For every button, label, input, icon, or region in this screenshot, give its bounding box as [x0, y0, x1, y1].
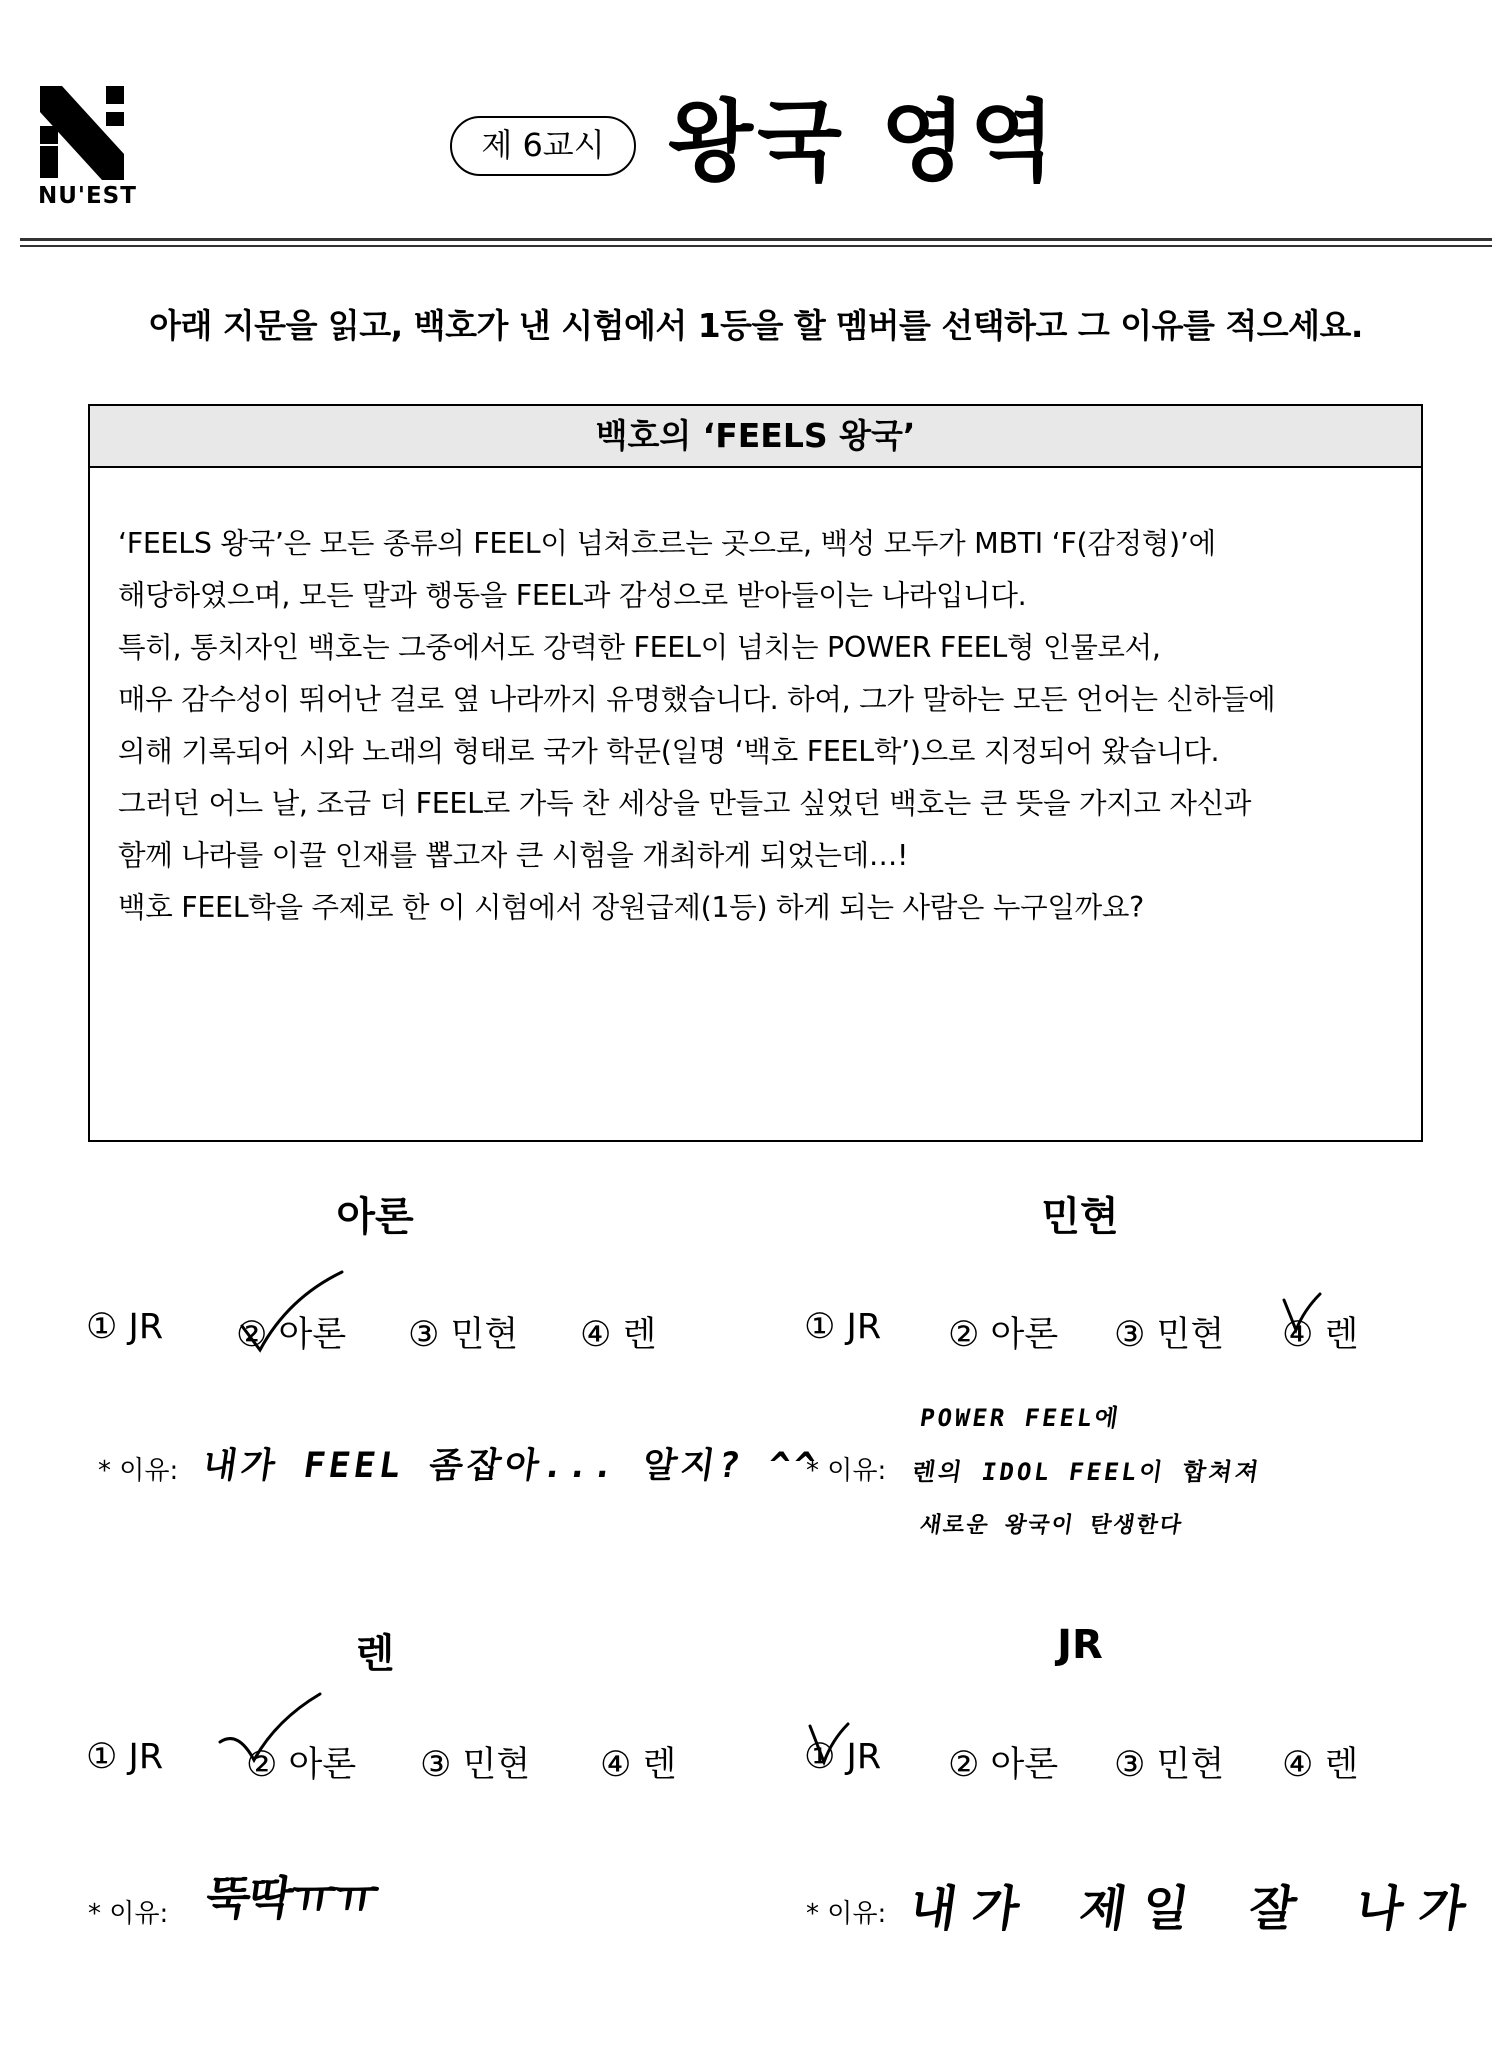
- passage-line: 백호 FEEL학을 주제로 한 이 시험에서 장원급제(1등) 하게 되는 사람은 누구일까요?: [118, 891, 1144, 924]
- choice-1[interactable]: ① JR: [804, 1737, 882, 1777]
- passage-line: 그러던 어느 날, 조금 더 FEEL로 가득 찬 세상을 만들고 싶었던 백호는 큰 뜻을 가지고 자신과: [118, 787, 1252, 820]
- member-name-ren: 렌: [355, 1631, 395, 1677]
- passage-line: 의해 기록되어 시와 노래의 형태로 국가 학문(일명 ‘백호 FEEL학’)으로 지정되어 왔습니다.: [118, 735, 1220, 768]
- instruction-text: 아래 지문을 읽고, 백호가 낸 시험에서 1등을 할 멤버를 선택하고 그 이유를 적으세요.: [149, 306, 1363, 345]
- passage-line: 함께 나라를 이끌 인재를 뽑고자 큰 시험을 개최하게 되었는데…!: [118, 839, 909, 872]
- handwritten-reason-line: 새로운 왕국이 탄생한다: [918, 1513, 1185, 1538]
- page-title: 왕국 영역: [668, 90, 1059, 193]
- check-mark-icon: [238, 1268, 348, 1358]
- choice-2[interactable]: ② 아론: [948, 1745, 1059, 1785]
- passage-body: [118, 506, 1398, 946]
- handwritten-reason-line: 렌의 IDOL FEEL이 합쳐져: [910, 1458, 1264, 1486]
- reason-label: * 이유:: [806, 1899, 887, 1929]
- header-divider: [20, 238, 1492, 241]
- choice-3[interactable]: ③ 민현: [1114, 1315, 1225, 1355]
- member-name-minhyun: 민현: [1041, 1194, 1119, 1240]
- choice-2[interactable]: ② 아론: [246, 1745, 357, 1785]
- choice-4[interactable]: ④ 렌: [600, 1745, 677, 1785]
- choice-2[interactable]: ② 아론: [236, 1315, 347, 1355]
- logo-text: NU'EST: [38, 183, 137, 209]
- choice-4[interactable]: ④ 렌: [1282, 1745, 1359, 1785]
- passage-title: 백호의 ‘FEELS 왕국’: [90, 406, 1421, 468]
- passage-line: 특히, 통치자인 백호는 그중에서도 강력한 FEEL이 넘치는 POWER FEEL형 인물로서,: [118, 631, 1161, 664]
- choice-3[interactable]: ③ 민현: [420, 1745, 531, 1785]
- reason-label: * 이유:: [98, 1456, 179, 1486]
- choice-4[interactable]: ④ 렌: [1282, 1315, 1359, 1355]
- nuest-logo-icon: [36, 84, 136, 184]
- passage-line: 매우 감수성이 뛰어난 걸로 옆 나라까지 유명했습니다. 하여, 그가 말하는 모든 언어는 신하들에: [118, 683, 1276, 716]
- passage-line: ‘FEELS 왕국’은 모든 종류의 FEEL이 넘쳐흐르는 곳으로, 백성 모두가 MBTI ‘F(감정형)’에: [118, 527, 1216, 560]
- reason-label: * 이유:: [806, 1456, 887, 1486]
- period-badge: 제 6교시: [450, 116, 636, 176]
- choice-2[interactable]: ② 아론: [948, 1315, 1059, 1355]
- passage-box: [88, 404, 1423, 1142]
- choice-3[interactable]: ③ 민현: [408, 1315, 519, 1355]
- reason-label: * 이유:: [88, 1899, 169, 1929]
- member-name-aron: 아론: [336, 1194, 414, 1240]
- check-mark-icon: [806, 1720, 852, 1770]
- check-mark-icon: [216, 1690, 326, 1770]
- choice-4[interactable]: ④ 렌: [580, 1315, 657, 1355]
- handwritten-reason: 내가 FEEL 좀잡아... 알지? ^^: [200, 1446, 822, 1486]
- header-divider-secondary: [20, 245, 1492, 247]
- handwritten-reason: 내가 제일 잘 나가: [906, 1881, 1486, 1937]
- check-mark-icon: [1280, 1290, 1324, 1340]
- handwritten-reason: 뚝딱ㅠㅠ: [202, 1871, 380, 1925]
- choice-1[interactable]: ① JR: [86, 1307, 164, 1347]
- choice-3[interactable]: ③ 민현: [1114, 1745, 1225, 1785]
- handwritten-reason-line: POWER FEEL에: [918, 1404, 1123, 1432]
- choice-1[interactable]: ① JR: [804, 1307, 882, 1347]
- choice-1[interactable]: ① JR: [86, 1737, 164, 1777]
- member-name-jr: JR: [1057, 1622, 1103, 1668]
- passage-line: 해당하였으며, 모든 말과 행동을 FEEL과 감성으로 받아들이는 나라입니다.: [118, 579, 1027, 612]
